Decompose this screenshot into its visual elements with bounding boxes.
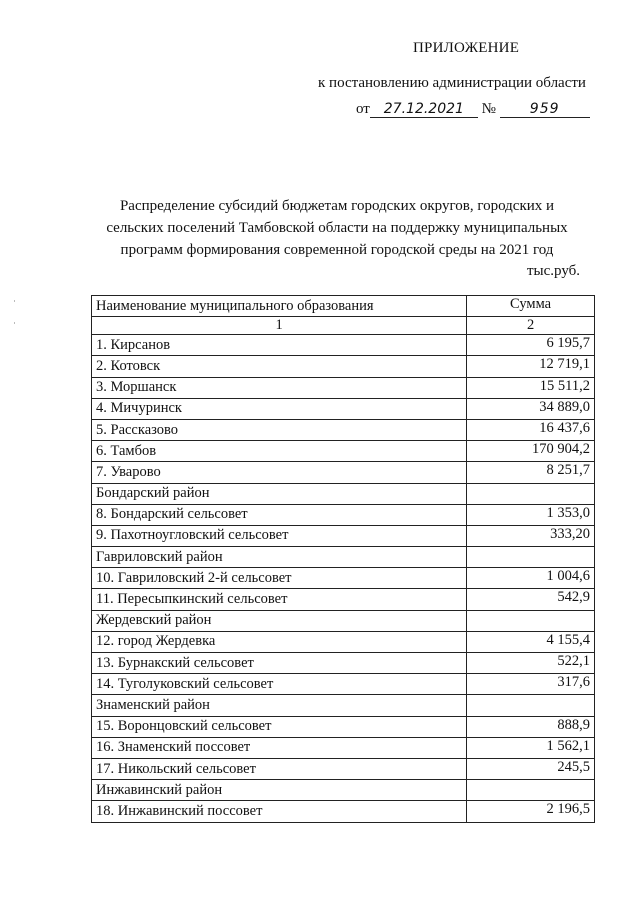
row-name-cell: Инжавинский район: [92, 780, 467, 801]
table-row: [92, 441, 595, 462]
table-row: [92, 525, 595, 546]
table-row: [92, 356, 595, 377]
row-name-cell: 3. Моршанск: [92, 377, 467, 398]
row-sum-cell: [467, 610, 595, 631]
table-row: [92, 653, 595, 674]
unit-label: тыс.руб.: [527, 263, 581, 279]
row-name-cell: 4. Мичуринск: [92, 398, 467, 419]
row-sum-cell: 12 719,1: [467, 356, 595, 377]
table-row: [92, 631, 595, 652]
row-name-cell: 1. Кирсанов: [92, 335, 467, 356]
table-row: [92, 335, 595, 356]
district-row: [92, 780, 595, 801]
decree-number-label: №: [481, 101, 496, 117]
row-sum-cell: 15 511,2: [467, 377, 595, 398]
column-header-sum: Сумма: [467, 296, 595, 317]
table-row: [92, 589, 595, 610]
row-name-cell: Бондарский район: [92, 483, 467, 504]
row-sum-cell: [467, 483, 595, 504]
row-name-cell: 10. Гавриловский 2-й сельсовет: [92, 568, 467, 589]
appendix-subtitle: к постановлению администрации области: [318, 75, 586, 91]
row-name-cell: 15. Воронцовский сельсовет: [92, 716, 467, 737]
row-sum-cell: [467, 547, 595, 568]
row-sum-cell: 333,20: [467, 525, 595, 546]
column-number-row: [92, 317, 595, 335]
table-row: [92, 504, 595, 525]
row-name-cell: 8. Бондарский сельсовет: [92, 504, 467, 525]
row-sum-cell: 1 562,1: [467, 737, 595, 758]
row-sum-cell: 888,9: [467, 716, 595, 737]
row-name-cell: 13. Бурнакский сельсовет: [92, 653, 467, 674]
district-row: [92, 547, 595, 568]
row-sum-cell: 1 353,0: [467, 504, 595, 525]
row-sum-cell: [467, 695, 595, 716]
table-row: [92, 568, 595, 589]
table-row: [92, 377, 595, 398]
row-sum-cell: 6 195,7: [467, 335, 595, 356]
table-row: [92, 801, 595, 822]
row-name-cell: 17. Никольский сельсовет: [92, 758, 467, 779]
row-name-cell: Знаменский район: [92, 695, 467, 716]
row-sum-cell: 4 155,4: [467, 631, 595, 652]
row-name-cell: 5. Рассказово: [92, 419, 467, 440]
table-header-row: [92, 296, 595, 317]
row-sum-cell: 34 889,0: [467, 398, 595, 419]
scan-mark: [14, 322, 15, 324]
table-row: [92, 419, 595, 440]
column-number-name: 1: [92, 317, 467, 335]
decree-from-label: от: [356, 101, 370, 117]
row-sum-cell: 2 196,5: [467, 801, 595, 822]
district-row: [92, 610, 595, 631]
row-name-cell: 14. Туголуковский сельсовет: [92, 674, 467, 695]
subsidy-table: [91, 295, 595, 823]
decree-number: 959: [500, 101, 590, 118]
column-header-name: Наименование муниципального образования: [92, 296, 467, 317]
row-sum-cell: 522,1: [467, 653, 595, 674]
row-name-cell: 6. Тамбов: [92, 441, 467, 462]
row-sum-cell: 8 251,7: [467, 462, 595, 483]
row-sum-cell: [467, 780, 595, 801]
row-name-cell: Жердевский район: [92, 610, 467, 631]
row-sum-cell: 16 437,6: [467, 419, 595, 440]
row-name-cell: 2. Котовск: [92, 356, 467, 377]
district-row: [92, 483, 595, 504]
row-name-cell: 7. Уварово: [92, 462, 467, 483]
row-name-cell: Гавриловский район: [92, 547, 467, 568]
row-name-cell: 11. Пересыпкинский сельсовет: [92, 589, 467, 610]
row-name-cell: 16. Знаменский поссовет: [92, 737, 467, 758]
table-row: [92, 737, 595, 758]
table-row: [92, 462, 595, 483]
decree-date: 27.12.2021: [370, 101, 478, 118]
row-sum-cell: 317,6: [467, 674, 595, 695]
table-row: [92, 398, 595, 419]
row-sum-cell: 170 904,2: [467, 441, 595, 462]
table-body: [92, 335, 595, 822]
row-sum-cell: 542,9: [467, 589, 595, 610]
decree-reference: [356, 101, 590, 118]
row-name-cell: 12. город Жердевка: [92, 631, 467, 652]
district-row: [92, 695, 595, 716]
column-number-sum: 2: [467, 317, 595, 335]
scan-mark: [14, 300, 15, 302]
appendix-title: ПРИЛОЖЕНИЕ: [413, 40, 520, 56]
table-row: [92, 716, 595, 737]
row-name-cell: 18. Инжавинский поссовет: [92, 801, 467, 822]
table-row: [92, 674, 595, 695]
row-sum-cell: 245,5: [467, 758, 595, 779]
table-row: [92, 758, 595, 779]
row-name-cell: 9. Пахотноугловский сельсовет: [92, 525, 467, 546]
document-heading: Распределение субсидий бюджетам городских округов, городских и сельских поселений Тамбовской области на поддержку муниципальных программ формирования современной городской среды на 2021 год: [106, 198, 568, 258]
row-sum-cell: 1 004,6: [467, 568, 595, 589]
